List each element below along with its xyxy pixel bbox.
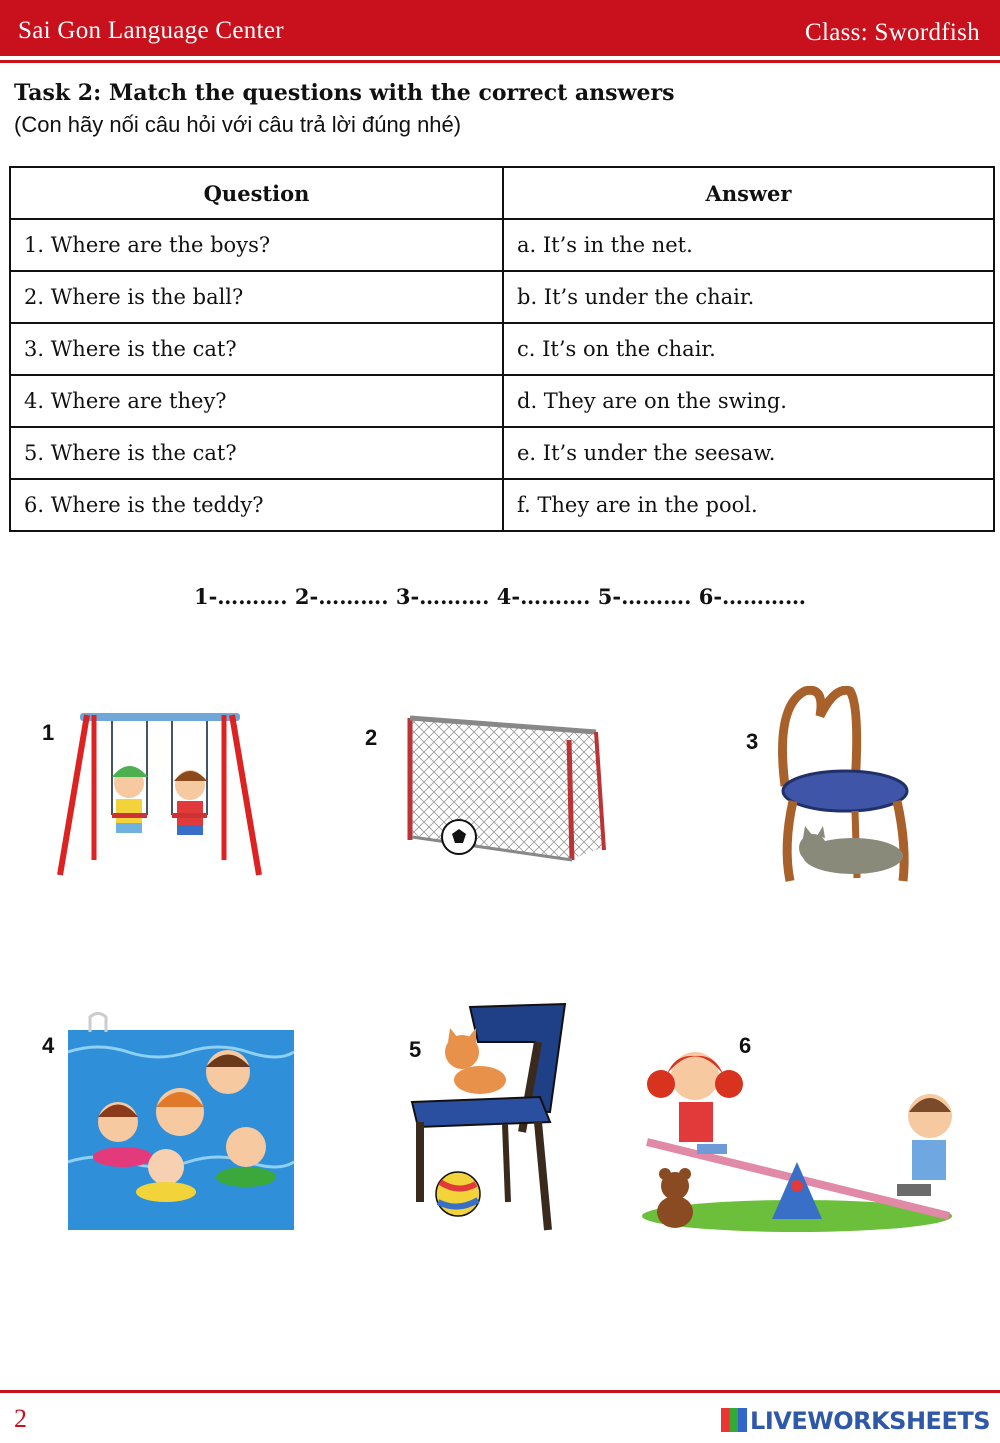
liveworksheets-logo-icon bbox=[721, 1408, 747, 1432]
brand-text: LIVEWORKSHEETS bbox=[750, 1407, 990, 1435]
column-header-question: Question bbox=[10, 167, 503, 219]
column-header-answer: Answer bbox=[503, 167, 994, 219]
table-header-row bbox=[10, 167, 994, 219]
table-row bbox=[10, 219, 994, 271]
answer-blanks[interactable]: 1-………. 2-………. 3-………. 4-………. 5-………. 6-………… bbox=[193, 584, 807, 609]
footer-brand bbox=[721, 1407, 990, 1435]
table-row bbox=[10, 479, 994, 531]
question-cell: 2. Where is the ball? bbox=[10, 271, 503, 323]
footer-divider bbox=[0, 1390, 1000, 1393]
answer-cell: a. It’s in the net. bbox=[503, 219, 994, 271]
page-number: 2 bbox=[14, 1404, 27, 1433]
question-cell: 4. Where are they? bbox=[10, 375, 503, 427]
question-cell: 5. Where is the cat? bbox=[10, 427, 503, 479]
picture-number: 2 bbox=[365, 725, 378, 750]
table-row bbox=[10, 375, 994, 427]
answer-cell: c. It’s on the chair. bbox=[503, 323, 994, 375]
task-title: Task 2: Match the questions with the correct answers bbox=[14, 80, 675, 106]
task-subtitle: (Con hãy nối câu hỏi với câu trả lời đúng nhé) bbox=[14, 112, 462, 137]
question-cell: 3. Where is the cat? bbox=[10, 323, 503, 375]
table-row bbox=[10, 323, 994, 375]
match-table bbox=[9, 166, 995, 532]
page-header bbox=[0, 0, 1000, 56]
header-divider bbox=[0, 60, 1000, 63]
picture-number: 1 bbox=[42, 720, 55, 745]
cat-under-chair-icon bbox=[775, 686, 915, 886]
seesaw-teddy-icon bbox=[637, 1044, 955, 1234]
picture-number: 4 bbox=[42, 1033, 55, 1058]
question-cell: 6. Where is the teddy? bbox=[10, 479, 503, 531]
school-name: Sai Gon Language Center bbox=[18, 17, 284, 44]
swing-boys-icon bbox=[52, 705, 267, 880]
answer-cell: d. They are on the swing. bbox=[503, 375, 994, 427]
question-cell: 1. Where are the boys? bbox=[10, 219, 503, 271]
class-label: Class: Swordfish bbox=[805, 19, 980, 46]
picture-number: 5 bbox=[409, 1037, 422, 1062]
answer-cell: f. They are in the pool. bbox=[503, 479, 994, 531]
answer-cell: b. It’s under the chair. bbox=[503, 271, 994, 323]
soccer-goal-icon bbox=[404, 712, 616, 862]
cat-on-chair-icon bbox=[410, 1002, 570, 1234]
picture-number: 6 bbox=[739, 1033, 752, 1058]
family-pool-icon bbox=[68, 1012, 294, 1230]
table-row bbox=[10, 427, 994, 479]
table-row bbox=[10, 271, 994, 323]
picture-number: 3 bbox=[746, 729, 759, 754]
answer-cell: e. It’s under the seesaw. bbox=[503, 427, 994, 479]
